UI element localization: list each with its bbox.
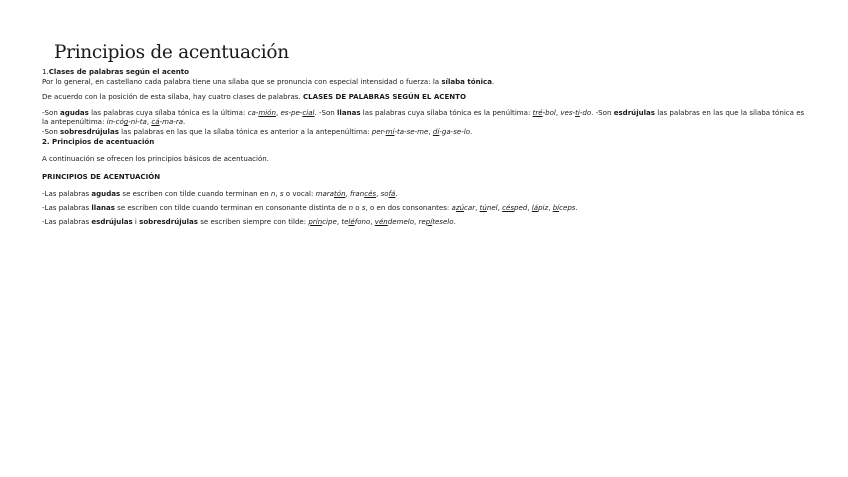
example-digaselo (432, 126, 473, 136)
text: re (418, 216, 426, 226)
term-sobresdrujulas: sobresdrújulas (60, 126, 119, 136)
section-heading-text: 2. Principios de acentuación (42, 136, 155, 146)
text: te (341, 216, 349, 226)
text: per- (371, 126, 386, 136)
example-maraton (316, 189, 346, 198)
example-camion (248, 108, 276, 117)
stressed-syllable: lé (348, 216, 355, 226)
stressed-syllable: cial (302, 107, 315, 117)
stressed-syllable: tú (479, 202, 487, 212)
example-telefono (341, 217, 370, 226)
section-2-heading (42, 137, 812, 147)
letter: n (348, 202, 354, 212)
example-principe (308, 217, 336, 226)
text: car (464, 202, 476, 212)
example-repiteselo (419, 217, 454, 226)
term-esdrujulas: esdrújulas (613, 107, 655, 117)
text: , (475, 202, 480, 212)
intro-text: Por lo general, en castellano cada palabra tiene una sílaba que se pronuncia con especial intensidad o fuerza: la (42, 76, 442, 86)
text: -bol (542, 107, 556, 117)
stressed-syllable: prín (308, 216, 323, 226)
text: , (336, 216, 342, 226)
letter: n (270, 189, 276, 199)
text: -Las palabras (42, 216, 92, 226)
letter: s (361, 202, 366, 212)
text: . (183, 117, 186, 127)
text: so (380, 189, 389, 199)
rule-agudas (42, 189, 812, 199)
text: mara (315, 189, 334, 199)
classes-text: De acuerdo con la posición de esta sílaba, hay cuatro clases de palabras. (42, 92, 303, 102)
term-llanas: llanas (337, 107, 361, 117)
example-sofa (381, 189, 396, 198)
classes-paragraph (42, 92, 812, 102)
term: sobresdrújulas (139, 216, 199, 226)
stressed-syllable: lá (531, 202, 539, 212)
rule-esdrujulas (42, 217, 812, 227)
text: . (470, 126, 473, 136)
text: i (132, 216, 140, 226)
text: se escriben con tilde cuando terminan en (120, 189, 271, 199)
text: , (275, 107, 281, 117)
stressed-syllable: vén (374, 216, 388, 226)
text: -Son (42, 126, 61, 136)
stressed-syllable: tré (532, 107, 543, 117)
example-frances (350, 189, 376, 198)
text: ves- (560, 107, 576, 117)
text: cipe (322, 216, 337, 226)
section-1-heading (42, 67, 812, 77)
text: , (146, 117, 152, 127)
text: . (591, 107, 596, 117)
example-camara (151, 117, 186, 127)
text: , (414, 216, 419, 226)
stressed-syllable: zú (455, 202, 465, 212)
example-cesped (502, 203, 527, 212)
text: las palabras cuya sílaba tónica es la penúltima: (360, 107, 533, 117)
letter: s (279, 189, 284, 199)
section-number: 1. (42, 67, 49, 76)
text: . (395, 189, 398, 199)
text: , (548, 202, 553, 212)
text: -Son (42, 107, 61, 117)
text: ceps (559, 202, 576, 212)
classes-list (42, 108, 812, 127)
stressed-syllable: pí (425, 216, 433, 226)
text: . (314, 107, 319, 117)
text: in-có (106, 117, 124, 127)
text: , (376, 189, 381, 199)
example-incognita (107, 117, 147, 126)
text: nel (486, 202, 498, 212)
text: fono (354, 216, 371, 226)
example-azucar (452, 203, 476, 212)
text: -Las palabras (42, 202, 92, 212)
text: . (453, 216, 456, 226)
example-tunel (480, 203, 498, 212)
principles-heading (42, 172, 812, 182)
term-agudas: agudas (60, 107, 89, 117)
stressed-syllable: cá (151, 117, 160, 127)
text: , (370, 216, 375, 226)
rule-llanas (42, 203, 812, 213)
intro-bold: sílaba tónica (441, 76, 492, 86)
stressed-syllable: bí (552, 202, 560, 212)
example-trebol (533, 108, 556, 117)
text: -ni-ta (128, 117, 147, 127)
text: -Las palabras (42, 189, 92, 199)
example-permitaseme (372, 127, 429, 136)
text: las palabras cuya sílaba tónica es la última: (88, 107, 248, 117)
stressed-syllable: cés (502, 202, 514, 212)
stressed-syllable: fá (388, 189, 396, 199)
text: las palabras en las que la sílaba tónica es la antepenúltima: (42, 107, 805, 127)
example-vestido (560, 108, 591, 117)
stressed-syllable: cés (364, 189, 377, 199)
stressed-syllable: dí (432, 126, 440, 136)
term: llanas (91, 202, 115, 212)
text: las palabras en las que la sílaba tónica es anterior a la antepenúltima: (118, 126, 372, 136)
stressed-syllable: tón (334, 189, 346, 199)
example-lapiz (532, 203, 548, 212)
text: , (345, 189, 351, 199)
term: esdrújulas (91, 216, 133, 226)
section-heading-text: Clases de palabras según el acento (48, 67, 189, 76)
text: o vocal: (283, 189, 316, 199)
text: demelo (387, 216, 415, 226)
text: -ga-se-lo (439, 126, 471, 136)
example-biceps (553, 203, 576, 212)
text: se escriben con tilde cuando terminan en consonante distinta de (114, 202, 349, 212)
text: , (428, 126, 433, 136)
text: a (451, 202, 456, 212)
text: , (497, 202, 503, 212)
text: . (575, 202, 578, 212)
text: o (353, 202, 362, 212)
section-2-intro: A continuación se ofrecen los principios básicos de acentuación. (42, 154, 269, 164)
classes-heading: CLASES DE PALABRAS SEGÚN EL ACENTO (302, 92, 466, 102)
stressed-syllable: mión (258, 107, 276, 117)
text: es-pe- (280, 107, 303, 117)
section-1-intro (42, 77, 812, 87)
classes-list-sobresdrujulas (42, 127, 812, 137)
principles-heading-text: PRINCIPIOS DE ACENTUACIÓN (42, 171, 161, 181)
text: , o en dos consonantes: (365, 202, 452, 212)
text: se escriben siempre con tilde: (198, 216, 309, 226)
text: , (275, 189, 280, 199)
example-vendemelo (375, 217, 414, 226)
term: agudas (91, 189, 121, 199)
text: -Son (595, 107, 614, 117)
slide-body (42, 67, 812, 226)
example-especial (280, 108, 314, 117)
stressed-syllable: g (123, 117, 129, 127)
stressed-syllable: mí (385, 126, 395, 136)
text: fran (350, 189, 365, 199)
text: -ma-ra (159, 117, 184, 127)
intro-end: . (491, 76, 495, 86)
text: -do (579, 107, 592, 117)
text: -Son (318, 107, 337, 117)
text: , (555, 107, 561, 117)
text: ca- (247, 107, 259, 117)
slide-title: Principios de acentuación (54, 42, 289, 63)
text: piz (538, 202, 549, 212)
stressed-syllable: ti (575, 107, 580, 117)
text: -ta-se-me (394, 126, 429, 136)
text: ped (514, 202, 528, 212)
text: , (527, 202, 532, 212)
text: teselo (432, 216, 454, 226)
